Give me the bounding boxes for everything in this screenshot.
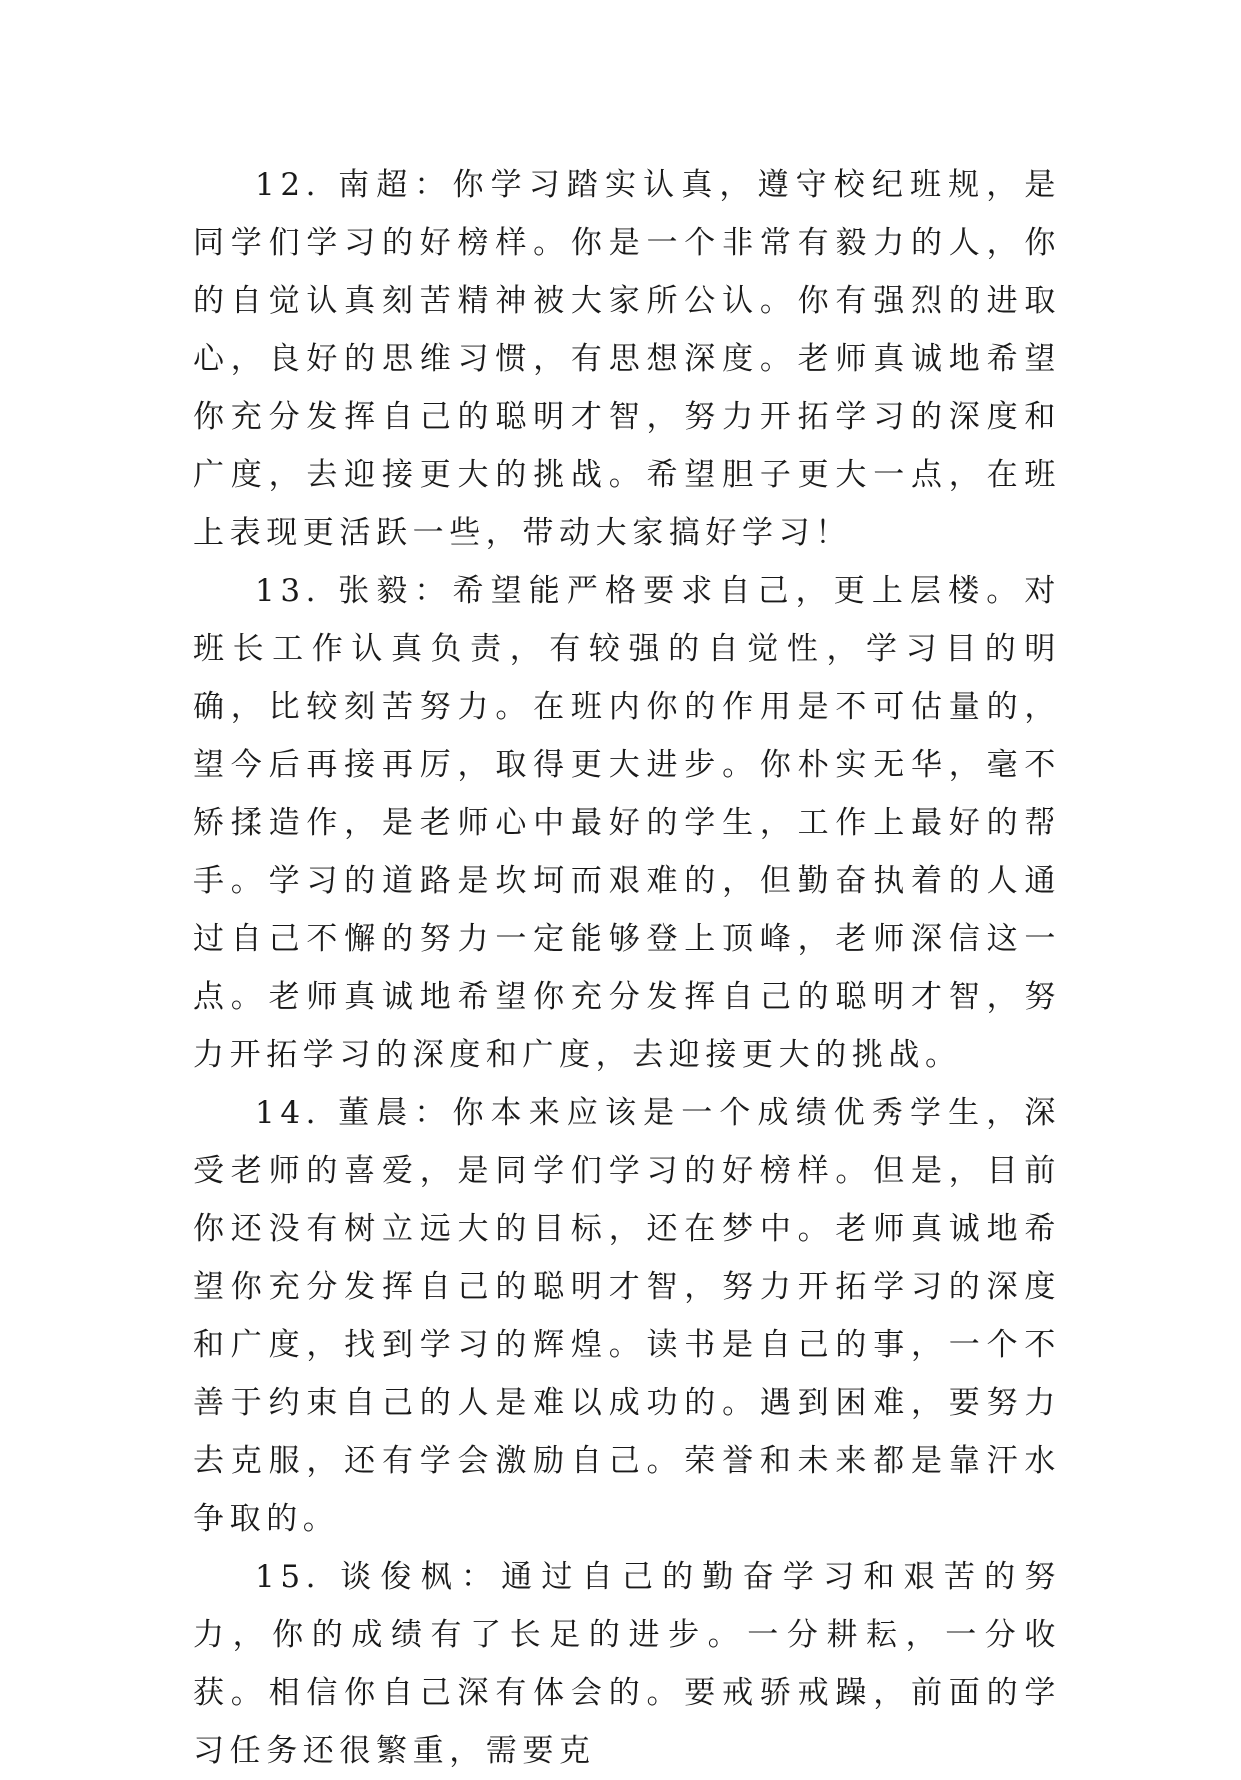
comment-paragraph-12: 12. 南超：你学习踏实认真，遵守校纪班规，是同学们学习的好榜样。你是一个非常有毅力的人，你的自觉认真刻苦精神被大家所公认。你有强烈的进取心，良好的思维习惯，有思想深度。老师真诚地希望你充分发挥自己的聪明才智，努力开拓学习的深度和广度，去迎接更大的挑战。希望胆子更大一点，在班上表现更活跃一些，带动大家搞好学习！ bbox=[193, 167, 1061, 551]
comment-paragraph-14: 14. 董晨：你本来应该是一个成绩优秀学生，深受老师的喜爱，是同学们学习的好榜样。但是，目前你还没有树立远大的目标，还在梦中。老师真诚地希望你充分发挥自己的聪明才智，努力开拓学习的深度和广度，找到学习的辉煌。读书是自己的事，一个不善于约束自己的人是难以成功的。遇到困难，要努力去克服，还有学会激励自己。荣誉和未来都是靠汗水争取的。 bbox=[193, 1095, 1061, 1537]
comment-paragraph-13: 13. 张毅：希望能严格要求自己，更上层楼。对班长工作认真负责，有较强的自觉性，学习目的明确，比较刻苦努力。在班内你的作用是不可估量的，望今后再接再厉，取得更大进步。你朴实无华，毫不矫揉造作，是老师心中最好的学生，工作上最好的帮手。学习的道路是坎坷而艰难的，但勤奋执着的人通过自己不懈的努力一定能够登上顶峰，老师深信这一点。老师真诚地希望你充分发挥自己的聪明才智，努力开拓学习的深度和广度，去迎接更大的挑战。 bbox=[193, 573, 1061, 1073]
comment-paragraph-15: 15. 谈俊枫：通过自己的勤奋学习和艰苦的努力，你的成绩有了长足的进步。一分耕耘，一分收获。相信你自己深有体会的。要戒骄戒躁，前面的学习任务还很繁重，需要克 bbox=[193, 1559, 1061, 1769]
document-body bbox=[193, 156, 1061, 1780]
